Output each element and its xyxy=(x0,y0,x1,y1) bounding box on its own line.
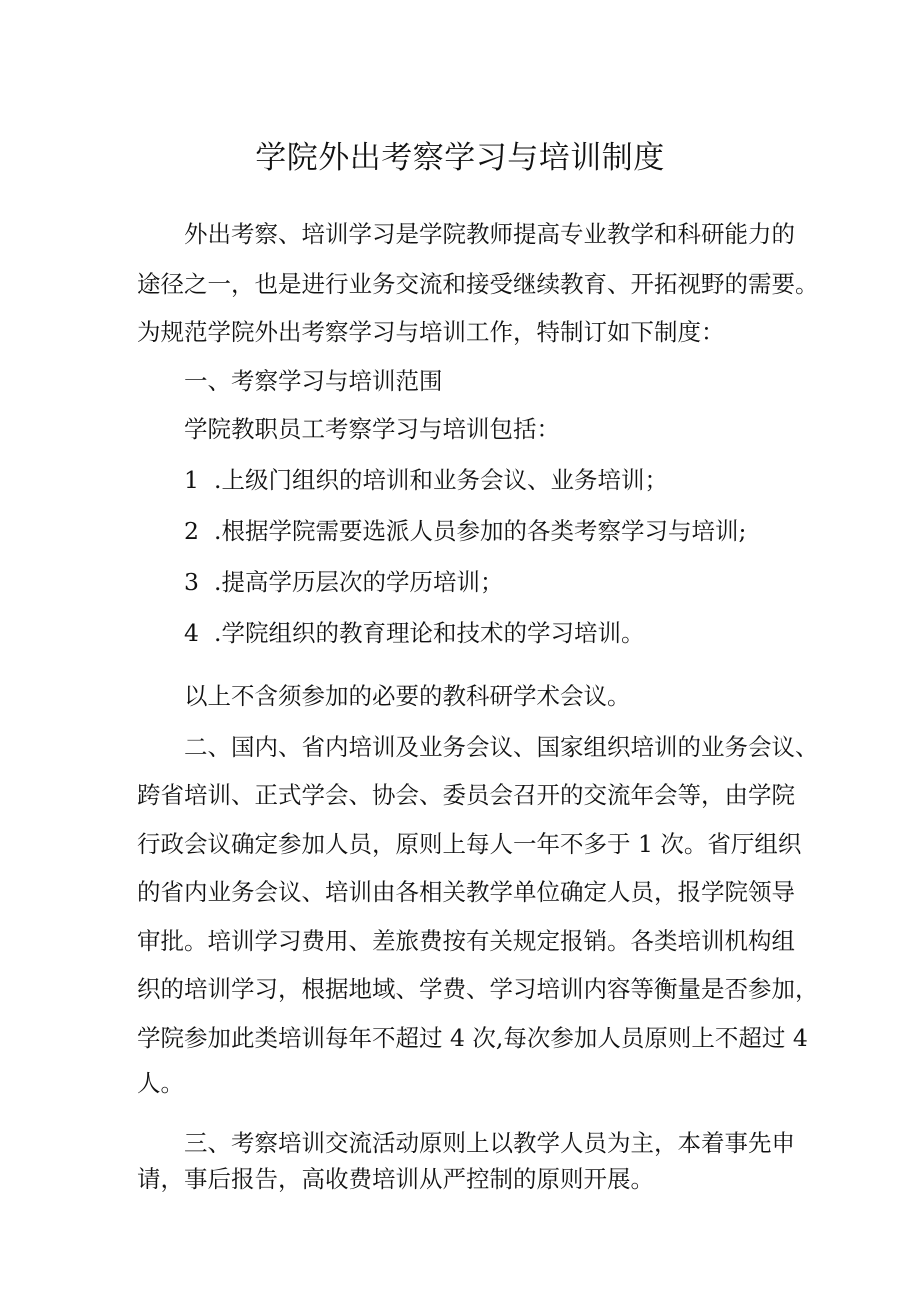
section2-line-3: 行政会议确定参加人员，原则上每人一年不多于 1 次。省厅组织 xyxy=(137,830,802,858)
list-item xyxy=(184,562,503,602)
intro-line-3: 为规范学院外出考察学习与培训工作，特制订如下制度： xyxy=(137,318,725,346)
section2-line-5: 审批。培训学习费用、差旅费按有关规定报销。各类培训机构组 xyxy=(137,927,795,955)
document-title: 学院外出考察学习与培训制度 xyxy=(255,140,665,176)
list-item xyxy=(184,460,668,500)
section1-heading: 一、考察学习与培训范围 xyxy=(184,367,443,395)
list-item xyxy=(184,613,644,653)
intro-line-2: 途径之一，也是进行业务交流和接受继续教育、开拓视野的需要。 xyxy=(137,270,819,298)
list-item-text: .提高学历层次的学历培训； xyxy=(214,568,504,596)
list-item-text: .学院组织的教育理论和技术的学习培训。 xyxy=(214,619,645,647)
list-item-text: .根据学院需要选派人员参加的各类考察学习与培训; xyxy=(214,517,747,545)
list-item xyxy=(184,511,746,551)
section2-line-1: 二、国内、省内培训及业务会议、国家组织培训的业务会议、 xyxy=(184,733,819,761)
section2-line-8: 人。 xyxy=(137,1069,184,1097)
section3-line-1: 三、考察培训交流活动原则上以教学人员为主，本着事先申 xyxy=(184,1129,795,1157)
list-item-text: .上级门组织的培训和业务会议、业务培训； xyxy=(214,466,668,494)
section2-line-7: 学院参加此类培训每年不超过 4 次,每次参加人员原则上不超过 4 xyxy=(137,1024,808,1052)
section1-lead: 学院教职员工考察学习与培训包括： xyxy=(184,415,560,443)
list-item-number: 4 xyxy=(184,619,199,647)
list-item-number: 1 xyxy=(184,466,199,494)
section2-line-4: 的省内业务会议、培训由各相关教学单位确定人员，报学院领导 xyxy=(137,878,795,906)
section2-line-2: 跨省培训、正式学会、协会、委员会召开的交流年会等，由学院 xyxy=(137,781,795,809)
intro-line-1: 外出考察、培训学习是学院教师提高专业教学和科研能力的 xyxy=(184,220,795,248)
list-item-number: 2 xyxy=(184,517,199,545)
list-item-number: 3 xyxy=(184,568,199,596)
section2-line-6: 织的培训学习，根据地域、学费、学习培训内容等衡量是否参加， xyxy=(137,975,819,1003)
section1-note: 以上不含须参加的必要的教科研学术会议。 xyxy=(184,682,631,710)
section3-line-2: 请，事后报告，高收费培训从严控制的原则开展。 xyxy=(137,1165,654,1193)
